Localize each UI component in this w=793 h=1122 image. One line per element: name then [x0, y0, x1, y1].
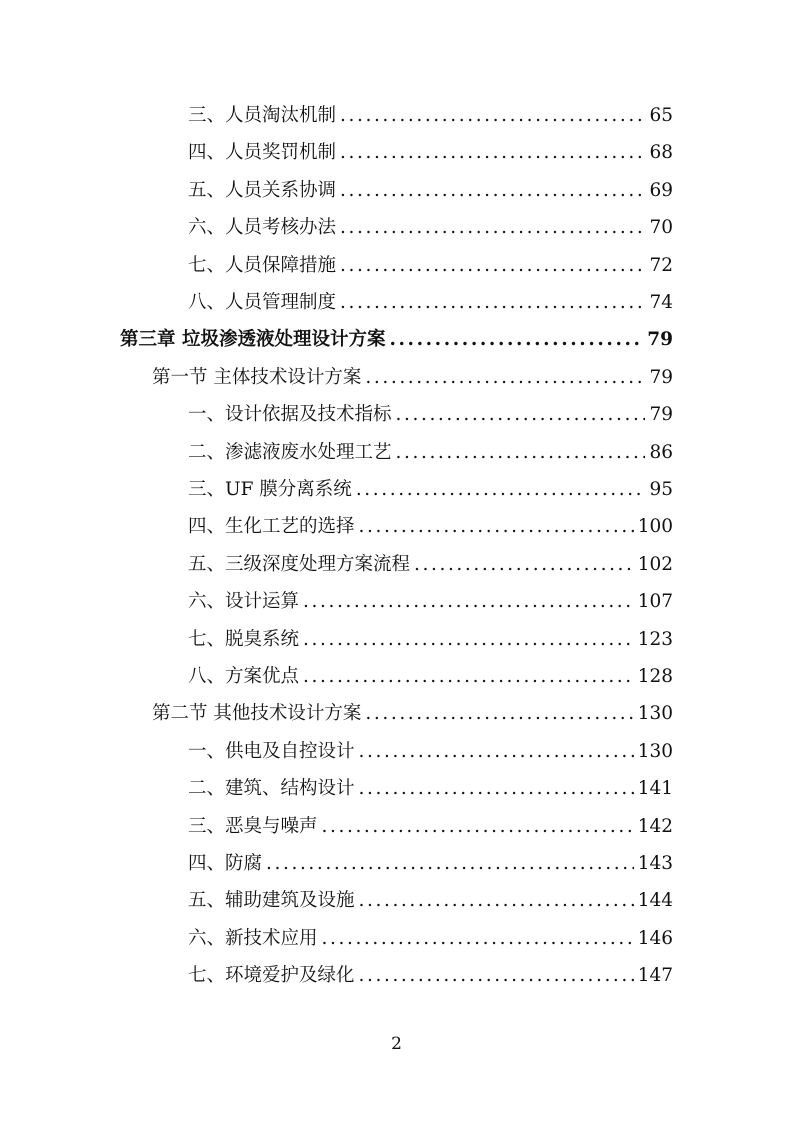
page-number: 2 — [391, 1034, 402, 1054]
dot-leader — [340, 288, 645, 318]
toc-entry-title: 二、建筑、结构设计 — [188, 778, 355, 800]
toc-entry-item[interactable] — [188, 251, 673, 281]
toc-entry-section[interactable] — [152, 699, 673, 729]
dot-leader — [322, 924, 634, 954]
dot-leader — [359, 961, 634, 991]
toc-entry-title: 八、人员管理制度 — [188, 292, 337, 313]
toc-entry-page: 79 — [649, 404, 673, 426]
toc-entry-chapter[interactable] — [120, 325, 673, 355]
toc-entry-page: 107 — [637, 591, 673, 613]
toc-entry-title: 二、渗滤液废水处理工艺 — [188, 441, 392, 463]
dot-leader — [322, 812, 634, 842]
toc-entry-item[interactable] — [188, 213, 673, 243]
toc-entry-title: 四、生化工艺的选择 — [188, 516, 355, 538]
dot-leader — [340, 176, 645, 206]
toc-entry-title: 七、脱臭系统 — [188, 628, 300, 650]
toc-entry-page: 142 — [637, 815, 673, 837]
dot-leader — [365, 699, 633, 729]
dot-leader — [359, 774, 634, 804]
toc-entry-page: 123 — [637, 628, 673, 650]
toc-entry-title: 三、UF 膜分离系统 — [188, 479, 352, 500]
dot-leader — [356, 475, 646, 505]
toc-entry-title: 第三章 垃圾渗透液处理设计方案 — [120, 329, 386, 351]
toc-entry-page: 147 — [637, 965, 673, 987]
toc-entry-item[interactable] — [188, 438, 673, 468]
toc-entry-title: 七、人员保障措施 — [188, 254, 337, 276]
toc-entry-title: 第一节 主体技术设计方案 — [152, 366, 362, 388]
dot-leader — [303, 625, 634, 655]
toc-entry-page: 102 — [637, 553, 673, 575]
toc-entry-item[interactable] — [188, 812, 673, 842]
toc-entry-item[interactable] — [188, 288, 673, 318]
toc-entry-title: 六、新技术应用 — [188, 927, 318, 949]
dot-leader — [340, 213, 645, 243]
toc-entry-page: 100 — [637, 516, 673, 538]
toc-entry-page: 143 — [637, 853, 673, 874]
dot-leader — [414, 550, 634, 580]
toc-entry-page: 141 — [637, 778, 673, 800]
toc-entry-page: 130 — [637, 703, 673, 725]
dot-leader — [359, 886, 634, 916]
toc-entry-page: 86 — [649, 441, 673, 463]
toc-entry-item[interactable] — [188, 550, 673, 580]
toc-entry-item[interactable] — [188, 512, 673, 542]
dot-leader — [340, 101, 645, 131]
toc-entry-title: 八、方案优点 — [188, 666, 300, 687]
toc-entry-item[interactable] — [188, 587, 673, 617]
toc-entry-page: 146 — [637, 927, 673, 949]
toc-entry-title: 四、人员奖罚机制 — [188, 142, 337, 164]
dot-leader — [359, 737, 634, 767]
toc-entry-title: 五、辅助建筑及设施 — [188, 890, 355, 912]
toc-entry-item[interactable] — [188, 475, 673, 505]
toc-entry-item[interactable] — [188, 101, 673, 131]
dot-leader — [396, 400, 646, 430]
toc-entry-page: 69 — [649, 179, 673, 201]
toc-entry-title: 七、环境爱护及绿化 — [188, 965, 355, 987]
toc-entry-item[interactable] — [188, 924, 673, 954]
toc-entry-item[interactable] — [188, 737, 673, 767]
toc-entry-title: 四、防腐 — [188, 853, 263, 874]
toc-entry-title: 六、人员考核办法 — [188, 217, 337, 239]
toc-entry-page: 70 — [649, 217, 673, 239]
toc-entry-page: 79 — [649, 366, 673, 388]
dot-leader — [266, 849, 634, 879]
toc-entry-page: 144 — [637, 890, 673, 912]
toc-entry-title: 五、人员关系协调 — [188, 179, 337, 201]
dot-leader — [359, 512, 634, 542]
toc-entry-title: 六、设计运算 — [188, 591, 300, 613]
toc-entry-title: 三、恶臭与噪声 — [188, 815, 318, 837]
toc-entry-page: 72 — [649, 254, 673, 276]
dot-leader — [303, 587, 634, 617]
dot-leader — [365, 363, 645, 393]
toc-entry-page: 68 — [649, 142, 673, 164]
toc-entry-page: 130 — [637, 740, 673, 762]
toc-entry-page: 74 — [649, 292, 673, 313]
toc-entry-page: 79 — [647, 329, 673, 351]
toc-entry-page: 95 — [649, 479, 673, 500]
toc-entry-title: 第二节 其他技术设计方案 — [152, 703, 362, 725]
toc-entry-title: 三、人员淘汰机制 — [188, 105, 337, 126]
toc-entry-item[interactable] — [188, 176, 673, 206]
toc-entry-item[interactable] — [188, 662, 673, 692]
toc-entry-item[interactable] — [188, 961, 673, 991]
toc-entry-title: 一、供电及自控设计 — [188, 740, 355, 762]
dot-leader — [340, 251, 645, 281]
dot-leader — [340, 138, 645, 168]
toc-entry-page: 128 — [637, 666, 673, 687]
toc-entry-item[interactable] — [188, 886, 673, 916]
toc-entry-item[interactable] — [188, 774, 673, 804]
toc-entry-item[interactable] — [188, 849, 673, 879]
toc-entry-section[interactable] — [152, 363, 673, 393]
dot-leader — [389, 325, 643, 355]
dot-leader — [303, 662, 634, 692]
toc-entry-item[interactable] — [188, 400, 673, 430]
toc-entry-item[interactable] — [188, 138, 673, 168]
toc-entry-item[interactable] — [188, 625, 673, 655]
toc-entry-title: 五、三级深度处理方案流程 — [188, 553, 411, 575]
toc-entry-page: 65 — [649, 105, 673, 126]
dot-leader — [396, 438, 646, 468]
toc-entry-title: 一、设计依据及技术指标 — [188, 404, 392, 426]
